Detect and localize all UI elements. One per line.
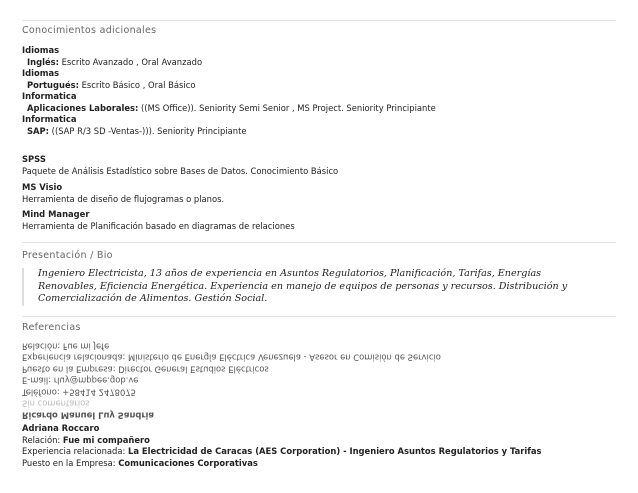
divider [22, 242, 616, 243]
bio-text: Ingeniero Electricista, 13 años de experiencia en Asuntos Regulatorios, Planificación, Tarifas, Energías Renovables, Eficiencia Energética. Experiencia en manejo de equipos de personas y recursos. Distribución y Comercialización de Alimentos. Gestión Social. [22, 268, 598, 306]
skill-title: MS Visio [22, 182, 63, 192]
computing-item: Aplicaciones Laborales: ((MS Office)). Seniority Semi Senior , MS Project. Seniority Principiante [27, 102, 436, 113]
reference-mirrored [22, 340, 462, 421]
skill-title: Mind Manager [22, 209, 90, 219]
reference-experience: Experiencia relacionada: La Electricidad de Caracas (AES Corporation) - Ingeniero Asuntos Regulatorios y Tarifas [22, 446, 542, 456]
references-title: Referencias [22, 322, 81, 333]
reference-relation: Relación: Fue mi Jefe [22, 341, 110, 352]
additional-knowledge-title: Conocimientos adicionales [22, 25, 157, 36]
additional-knowledge-list [22, 45, 436, 137]
skill-spss [22, 154, 338, 177]
language-label: Idiomas [22, 68, 60, 78]
divider [22, 316, 616, 317]
skill-title: SPSS [22, 154, 46, 164]
skill-visio [22, 182, 224, 205]
computing-item: SAP: ((SAP R/3 SD -Ventas-))). Seniority Principiante [27, 125, 247, 136]
reference-item [22, 423, 542, 469]
skill-mindmanager [22, 209, 295, 232]
reference-position: Puesto en la Empresa: Director General Estudios Eléctricos [22, 364, 269, 375]
language-item: Portugués: Escrito Básico , Oral Básico [27, 79, 196, 90]
reference-name: Ricardo Manuel Luy Sandria [22, 410, 155, 421]
divider [22, 20, 616, 21]
bio-title: Presentación / Bio [22, 250, 113, 261]
reference-phone: Teléfono: +58414 2478075 [22, 387, 136, 398]
reference-experience: Experiencia relacionada: Ministerio de Energía Eléctrica Venezuela - Asesor en Comisión de Servicio [22, 353, 441, 363]
skill-description: Paquete de Análisis Estadístico sobre Bases de Datos. Conocimiento Básico [22, 165, 339, 176]
reference-email: E-mail: rluy@mppee.gob.ve [22, 376, 139, 386]
reference-relation: Relación: Fue mi compañero [22, 434, 150, 445]
reference-position: Puesto en la Empresa: Comunicaciones Corporativas [22, 457, 258, 468]
skill-description: Herramienta de diseño de flujogramas o planos. [22, 193, 225, 204]
skill-description: Herramienta de Planificación basado en diagramas de relaciones [22, 220, 295, 231]
computing-label: Informatica [22, 91, 77, 101]
language-label: Idiomas [22, 45, 60, 55]
language-item: Inglés: Escrito Avanzado , Oral Avanzado [27, 56, 203, 67]
computing-label: Informatica [22, 114, 77, 124]
reference-comment: Sin comentarios [22, 399, 90, 409]
reference-name: Adriana Roccaro [22, 423, 100, 433]
